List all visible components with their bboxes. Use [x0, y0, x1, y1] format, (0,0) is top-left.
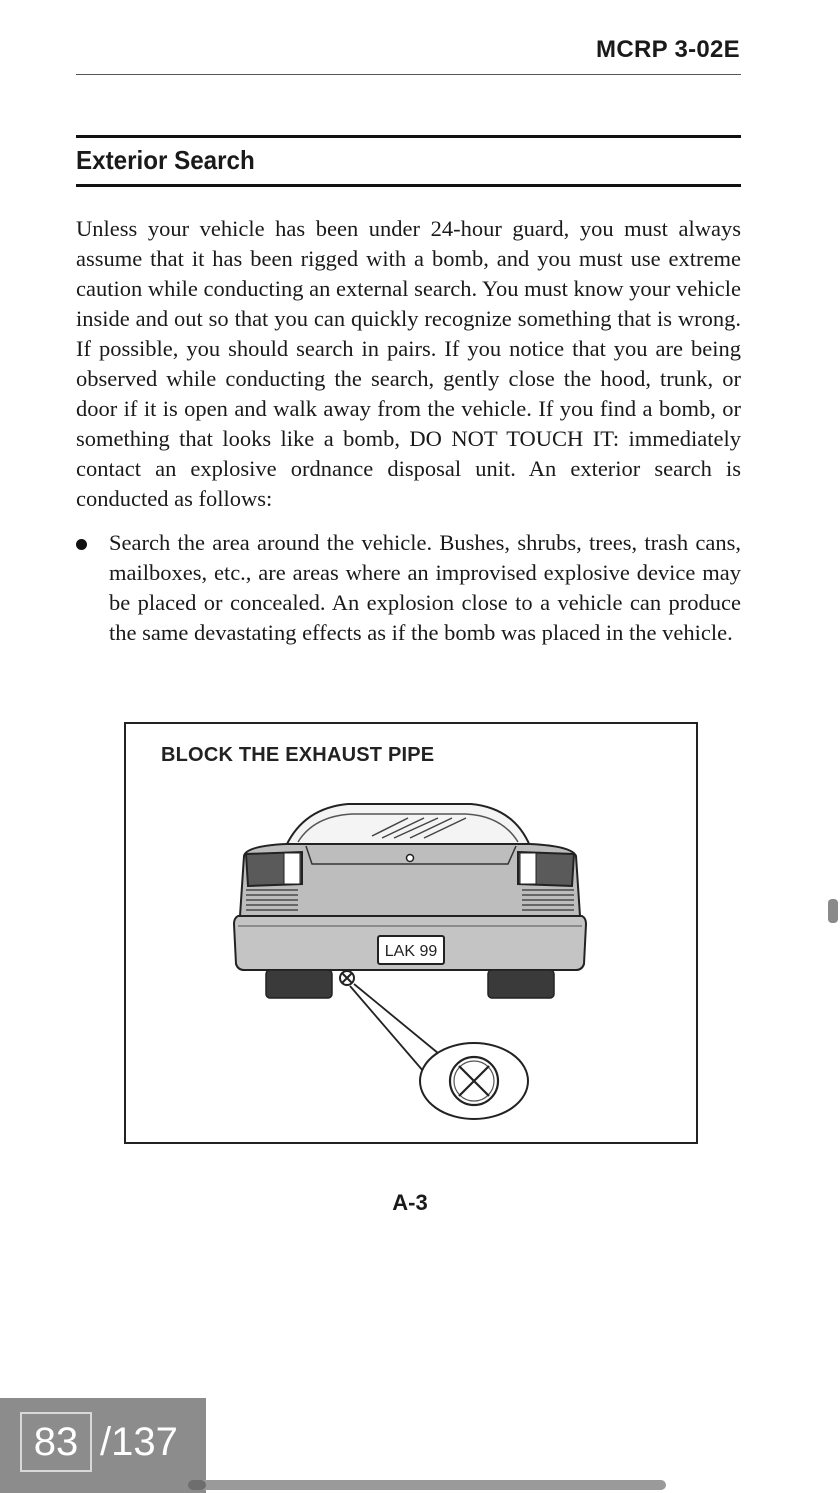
bullet-icon	[76, 539, 87, 550]
page-indicator[interactable]	[0, 1398, 206, 1493]
figure-title: BLOCK THE EXHAUST PIPE	[161, 744, 435, 766]
callout-line-a	[354, 984, 444, 1058]
vertical-scroll-handle[interactable]	[828, 899, 838, 923]
list-item-text: Search the area around the vehicle. Bushes, shrubs, trees, trash cans, mailboxes, etc., are areas where an improvised explosive device may be placed or concealed. An explosion close to a vehicle can produce the same devastating effects as if the bomb was placed in the vehicle.	[109, 530, 741, 645]
list-item	[76, 528, 741, 648]
callout-line-b	[350, 986, 424, 1072]
right-tire	[488, 970, 554, 998]
section-rule-top	[76, 135, 741, 138]
page-scrollbar-thumb[interactable]	[188, 1480, 206, 1490]
license-plate-text: LAK 99	[384, 943, 438, 960]
page-scrollbar[interactable]	[188, 1480, 666, 1490]
header-divider	[76, 74, 741, 75]
car-rear-illustration	[126, 724, 696, 1142]
section-rule-bottom	[76, 184, 741, 187]
left-tire	[266, 970, 332, 998]
left-taillight-lens	[284, 853, 300, 884]
section-title: Exterior Search	[76, 145, 255, 175]
body-paragraph: Unless your vehicle has been under 24-hour guard, you must always assume that it has been rigged with a bomb, and you must use extreme caution while conducting an external search. You must know your vehicle inside and out so that you can quickly recognize something that is wrong. If possible, you should search in pairs. If you notice that you are being observed while conducting the search, gently close the hood, trunk, or door if it is open and walk away from the vehicle. If you find a bomb, or something that looks like a bomb, DO NOT TOUCH IT: immediately contact an explosive ordnance disposal unit. An exterior search is conducted as follows:	[76, 216, 741, 511]
total-pages: /137	[100, 1420, 178, 1464]
bullet-list	[76, 528, 741, 648]
current-page-field[interactable]: 83	[20, 1412, 92, 1472]
figure-exhaust-pipe	[124, 722, 698, 1144]
right-taillight-lens	[520, 853, 536, 884]
page-number-label: A-3	[392, 1190, 428, 1215]
document-id: MCRP 3-02E	[596, 36, 740, 63]
trunk-lock-icon	[407, 855, 414, 862]
